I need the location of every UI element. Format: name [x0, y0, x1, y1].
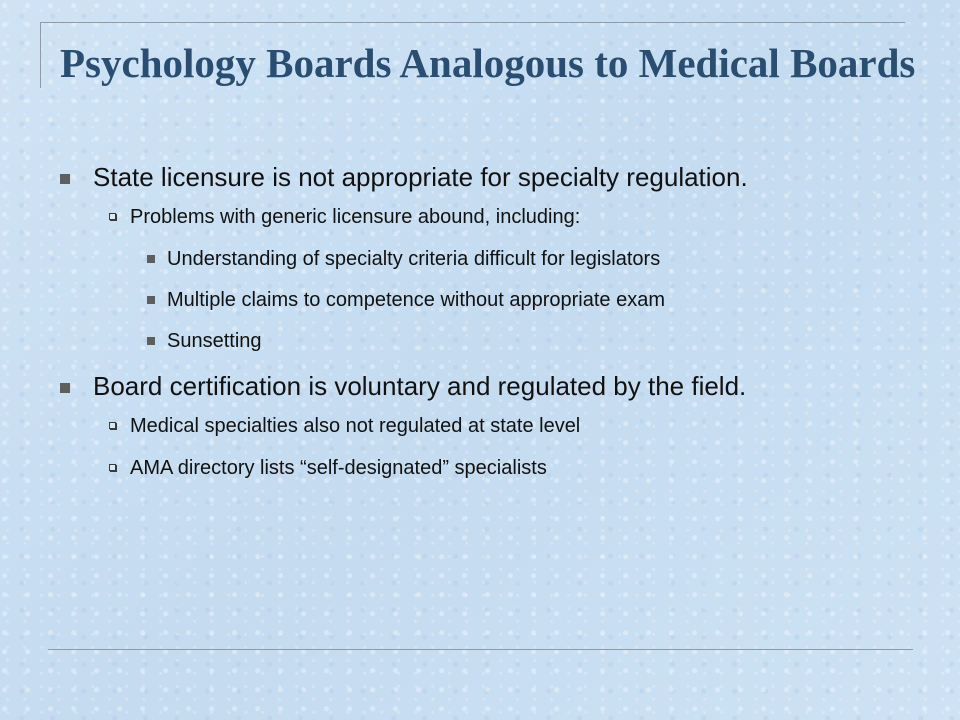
- square-bullet-icon: [147, 337, 155, 345]
- square-bullet-icon: [60, 174, 70, 184]
- square-bullet-icon: [60, 383, 70, 393]
- subsubpoint-1-1-1-text: Understanding of specialty criteria difficult for legislators: [167, 248, 661, 270]
- subpoint-1-1-text: Problems with generic licensure abound, including:: [130, 206, 581, 228]
- subpoint-2-1: [60, 413, 900, 439]
- subpoint-2-2: [60, 455, 900, 481]
- top-rule: [40, 22, 905, 23]
- hollow-square-bullet-icon: [109, 213, 116, 220]
- subsubpoint-1-1-2-text: Multiple claims to competence without appropriate exam: [167, 289, 666, 311]
- bottom-rule: [48, 649, 913, 650]
- left-rule: [40, 22, 41, 88]
- bullet-point-2-text: Board certification is voluntary and regulated by the field.: [93, 371, 747, 401]
- subpoint-2-2-text: AMA directory lists “self-designated” specialists: [130, 457, 547, 479]
- subsubpoint-1-1-1: [60, 246, 900, 272]
- square-bullet-icon: [147, 296, 155, 304]
- subpoint-2-1-text: Medical specialties also not regulated at state level: [130, 415, 581, 437]
- bullet-point-1: [60, 160, 900, 194]
- bullet-point-1-text: State licensure is not appropriate for specialty regulation.: [93, 162, 748, 192]
- square-bullet-icon: [147, 255, 155, 263]
- hollow-square-bullet-icon: [109, 422, 116, 429]
- hollow-square-bullet-icon: [109, 464, 116, 471]
- subpoint-1-1: [60, 204, 900, 230]
- subsubpoint-1-1-3-text: Sunsetting: [167, 330, 262, 352]
- subsubpoint-1-1-3: [60, 328, 900, 354]
- slide-body: [60, 160, 900, 497]
- bullet-point-2: [60, 369, 900, 403]
- slide-title: Psychology Boards Analogous to Medical Boards: [60, 40, 916, 86]
- subsubpoint-1-1-2: [60, 287, 900, 313]
